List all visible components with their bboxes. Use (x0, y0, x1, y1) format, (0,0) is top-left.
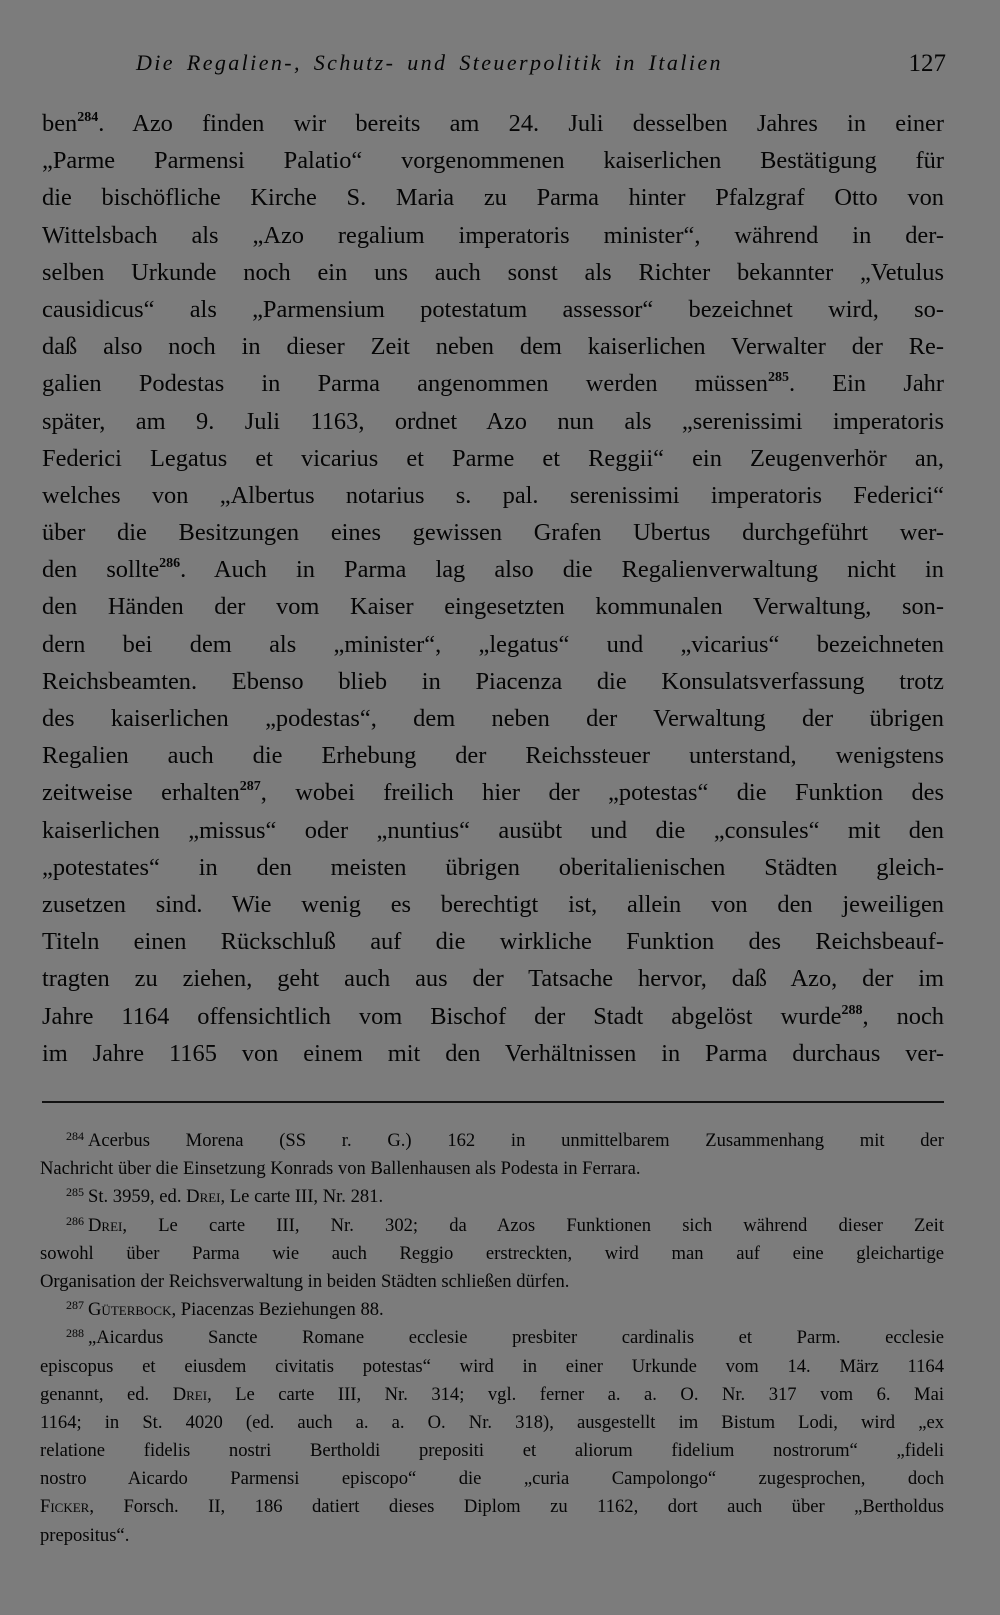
footnote-text: , Le carte III, Nr. 314; vgl. ferner a. a. O. Nr. 317 vom 6. Mai (207, 1383, 944, 1405)
text-line (42, 551, 944, 588)
text-line: Regalien auch die Erhebung der Reichssteuer unterstand, wenigstens (42, 742, 944, 770)
running-title: Die Regalien-, Schutz- und Steuerpolitik in Italien (136, 50, 723, 75)
author-name: Drei (88, 1214, 123, 1236)
author-name: Drei (172, 1383, 208, 1405)
text-line: die bischöfliche Kirche S. Maria zu Parma hinter Pfalzgraf Otto von (42, 184, 944, 212)
footnote-line (40, 1127, 944, 1155)
text-segment: den sollte (42, 556, 160, 584)
text-line (42, 365, 944, 402)
text-line (42, 105, 944, 142)
footnote-number: 285 (66, 1185, 84, 1200)
footnote-text: „Aicardus Sancte Romane ecclesie presbiter cardinalis et Parm. ecclesie (88, 1327, 944, 1349)
footnote-text: genannt, ed. (40, 1383, 173, 1405)
text-segment: zeitweise erhalten (42, 779, 240, 807)
footnote-line (40, 1493, 944, 1521)
text-line: Federici Legatus et vicarius et Parme et Reggii“ ein Zeugenverhör an, (42, 444, 944, 472)
footnote-divider (42, 1101, 944, 1103)
text-line: „Parme Parmensi Palatio“ vorgenommenen kaiserlichen Bestätigung für (42, 147, 944, 175)
footnote-text: , Piacenzas Beziehungen 88. (171, 1299, 384, 1321)
footnote-line (40, 1296, 944, 1324)
footnote-ref: 288 (841, 1002, 863, 1018)
footnotes (40, 1127, 944, 1550)
text-line: daß also noch in dieser Zeit neben dem kaiserlichen Verwalter der Re- (42, 333, 944, 361)
body-text (42, 105, 944, 1072)
text-segment: , noch (862, 1002, 944, 1030)
text-segment: . Azo finden wir bereits am 24. Juli desselben Jahres in einer (98, 110, 944, 137)
footnote-line: nostro Aicardo Parmensi episcopo“ die „curia Campolongo“ zugesprochen, doch (40, 1468, 944, 1490)
text-line: Reichsbeamten. Ebenso blieb in Piacenza die Konsulatsverfassung trotz (42, 667, 944, 695)
footnote-ref: 287 (239, 779, 261, 795)
text-line: des kaiserlichen „podestas“, dem neben der Verwaltung der übrigen (42, 705, 944, 732)
footnote-line: relatione fidelis nostri Bertholdi prepositi et aliorum fidelium nostrorum“ „fideli (40, 1440, 944, 1462)
footnote-text: Acerbus Morena (SS r. G.) 162 in unmittelbarem Zusammenhang mit der (88, 1130, 944, 1151)
footnote-line (40, 1324, 944, 1352)
footnote-number: 288 (66, 1326, 84, 1341)
footnote-line: episcopus et eiusdem civitatis potestas“ wird in einer Urkunde vom 14. März 1164 (40, 1355, 944, 1377)
footnote-line: Organisation der Reichsverwaltung in beiden Städten schließen dürfen. (40, 1270, 570, 1292)
text-line: später, am 9. Juli 1163, ordnet Azo nun als „serenissimi imperatoris (42, 407, 944, 435)
text-line (42, 998, 944, 1035)
text-line: dern bei dem als „minister“, „legatus“ und „vicarius“ bezeichneten (42, 630, 944, 658)
footnote-ref: 286 (159, 556, 181, 572)
footnote-line (40, 1183, 944, 1211)
footnote-line: Nachricht über die Einsetzung Konrads von Ballenhausen als Podesta in Ferrara. (40, 1158, 641, 1180)
text-line: Wittelsbach als „Azo regalium imperatoris minister“, während in der- (42, 221, 944, 249)
footnote-ref: 285 (767, 370, 789, 386)
text-line: über die Besitzungen eines gewissen Grafen Ubertus durchgeführt wer- (42, 519, 944, 547)
footnote-line: 1164; in St. 4020 (ed. auch a. a. O. Nr. 318), ausgestellt im Bistum Lodi, wird „ex (40, 1411, 944, 1433)
text-line: causidicus“ als „Parmensium potestatum assessor“ bezeichnet wird, so- (42, 295, 944, 323)
author-name: Ficker (40, 1496, 90, 1518)
footnote-number: 287 (66, 1298, 84, 1313)
text-line: welches von „Albertus notarius s. pal. serenissimi imperatoris Federici“ (42, 481, 944, 509)
page-number: 127 (908, 50, 946, 77)
text-segment: . Auch in Parma lag also die Regalienverwaltung nicht in (180, 556, 944, 584)
text-line: selben Urkunde noch ein uns auch sonst als Richter bekannter „Vetulus (42, 258, 944, 286)
text-line: Titeln einen Rückschluß auf die wirkliche Funktion des Reichsbeauf- (42, 928, 944, 956)
text-line: den Händen der vom Kaiser eingesetzten kommunalen Verwaltung, son- (42, 593, 944, 621)
text-line: im Jahre 1165 von einem mit den Verhältnissen in Parma durchaus ver- (42, 1039, 944, 1067)
footnote-line: sowohl über Parma wie auch Reggio erstreckten, wird man auf eine gleichartige (40, 1242, 944, 1264)
footnote-text: , Forsch. II, 186 datiert dieses Diplom zu 1162, dort auch über „Bertholdus (89, 1496, 944, 1518)
text-line: „potestates“ in den meisten übrigen oberitalienischen Städten gleich- (42, 853, 944, 881)
footnote-text: St. 3959, ed. (88, 1186, 187, 1208)
footnote-number: 286 (66, 1213, 84, 1228)
text-line: kaiserlichen „missus“ oder „nuntius“ ausübt und die „consules“ mit den (42, 816, 944, 844)
text-segment: ben (42, 110, 78, 137)
footnote-number: 284 (66, 1129, 84, 1143)
text-line (42, 774, 944, 811)
text-line: zusetzen sind. Wie wenig es berechtigt ist, allein von den jeweiligen (42, 890, 944, 918)
text-segment: galien Podestas in Parma angenommen werden müssen (42, 370, 768, 398)
text-segment: , wobei freilich hier der „potestas“ die Funktion des (260, 779, 944, 807)
text-segment: . Ein Jahr (788, 370, 944, 398)
author-name: Drei (186, 1186, 221, 1208)
running-head (40, 46, 946, 86)
author-name: Güterbock (88, 1299, 172, 1321)
footnote-line (40, 1381, 944, 1409)
footnote-text: , Le carte III, Nr. 302; da Azos Funktionen sich während dieser Zeit (122, 1214, 944, 1236)
footnote-line (40, 1212, 944, 1240)
text-segment: Jahre 1164 offensichtlich vom Bischof der Stadt abgelöst wurde (42, 1002, 842, 1030)
footnote-line: prepositus“. (40, 1524, 130, 1546)
footnote-text: , Le carte III, Nr. 281. (220, 1186, 384, 1208)
footnote-ref: 284 (77, 110, 99, 125)
text-line: tragten zu ziehen, geht auch aus der Tatsache hervor, daß Azo, der im (42, 965, 944, 993)
